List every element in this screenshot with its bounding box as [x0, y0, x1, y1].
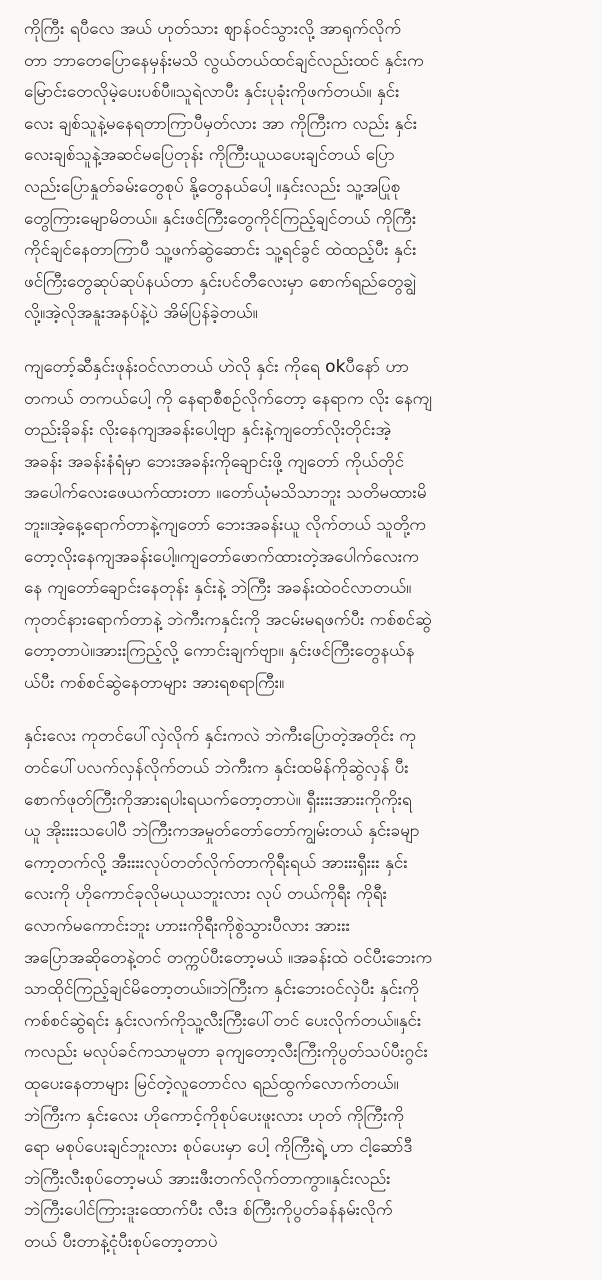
story-paragraph-1: ကိုကြီး ရပီလေ အယ် ဟုတ်သား ဈာန်ဝင်သွားလို့ အာရုက်လိုက် တာ ဘာတေပြောနေမှန်းမသိ လွယ်တယ်ထင်ချင်လည်းထင် နှင်းက မြောင်းတေလိုမဲ့ပေးပစ်ပီ။သူရဲလာပီး နှင်းပုခုံးကိုဖက်တယ်။ နှင်း လေး ချစ်သူနဲ့မနေရတာကြာပီမှတ်လား အာ ကိုကြီးက လည်း နှင်း လေးချစ်သူနဲ့အဆင်မပြေတုန်း ကိုကြီးယူယပေးချင်တယ် ပြော လည်းပြောနှုတ်ခမ်းတွေစုပ် နို့တွေနယ်ပေါ့ ။နှင်းလည်း သူ့အပြုစု တွေကြားမျောမိတယ်။ နှင်းဖင်ကြီးတွေကိုင်ကြည့်ချင်တယ် ကိုကြီး ကိုင်ချင်နေတာကြာပီ သူ့ဖက်ဆွဲဆောင်း သူ့ရင်ခွင် ထဲထည့်ပီး နှင်း ဖင်ကြီးတွေဆုပ်ဆုပ်နယ်တာ နှင်းပင်တီလေးမှာ စောက်ရည်တွေချွဲ လို့။အဲ့လိုအနူးအနပ်နဲ့ပဲ အိမ်ပြန်ခဲ့တယ်။	[24, 19, 424, 324]
story-paragraph-3: နှင်းလေး ကုတင်ပေါ်လှဲလိုက် နှင်းကလဲ ဘဲကီးပြောတဲ့အတိုင်း ကု တင်ပေါ်ပလက်လှန်လိုက်တယ် ဘဲကီးက နှင်းထမိန်ကိုဆွဲလှန် ပီး စောက်ဖုတ်ကြီးကိုအားရပါးရယက်တော့တာပဲ။ ရှီးးးးအားးကိုကိုးရ ယူ အိုးးးးသပေါပီ ဘဲကြီးကအမှုတ်တော်တော်ကျွမ်းတယ် နှင်းခမျာ ကော့တက်လို့ အီးးးးလုပ်တတ်လိုက်တာကိုရီးရယ် အားးးရှီးးး နှင်း လေးကို ဟိုကောင်ခုလိုမယုယဘူးလား လုပ် တယ်ကိုရီး ကိုရီး လောက်မကောင်းဘူး ဟားးကိုရီးကိုစွဲသွားပီလား အားးး အပြောအဆိုတေနဲ့တင် တက္ကပ်ပီးတော့မယ် ။အခန်းထဲ ဝင်ပီးဘေးက သာထိုင်ကြည့်ချင်မိတော့တယ်။ဘဲကြီးက နှင်းဘေးဝင်လှဲပီး နှင်းကို ကစ်စင်ဆွဲရင်း နှင်းလက်ကိုသူ့လီးကြီးပေါ်တင် ပေးလိုက်တယ်။နှင်း ကလည်း မလုပ်ခင်ကသာမူတာ ခုကျတော့လီးကြီးကိုပွတ်သပ်ပီးဂွင်း ထုပေးနေတာများ မြင်တဲ့လူတောင်လ ရည်ထွက်လောက်တယ်။ ဘဲကြီးက နှင်းလေး ဟိုကောင့်ကိုစုပ်ပေးဖူးလား ဟုတ် ကိုကြီးကို ရော မစုပ်ပေးချင်ဘူးလား စုပ်ပေးမှာ ပေါ့ ကိုကြီးရဲ့ ဟာ ငါ့ဆော်ဒီ ဘဲကြီးလီးစုပ်တော့မယ် အားးဖီးတက်လိုက်တာကွာ။နှင်းလည်း ဘဲကြီးပေါင်ကြားဒူးထောက်ပီး လီးဒ စ်ကြီးကိုပွတ်ခန်နမ်းလိုက် တယ် ပီးတာနဲ့ငုံပီးစုပ်တော့တာပဲ	[24, 726, 433, 1252]
story-paragraph-2: ကျတော့်ဆီနှင်းဖုန်းဝင်လာတယ် ဟဲလို နှင်း ကိုရေ okပီနော် ဟာ တကယ် တကယ်ပေါ့ ကို နေရာစီစဉ်လိုက်တော့ နေရာက လိုး နေကျ တည်းခိုခန်း လိုးနေကျအခန်းပေါ့ဗျာ နှင်းနဲ့ကျတော်လိုးတိုင်းအဲ့ အခန်း အခန်းနံရံမှာ ဘေးအခန်းကိုချောင်းဖို့ ကျတော် ကိုယ်တိုင် အပေါက်လေးဖေယက်ထားတာ ။တော်ယုံမသိသာဘူး သတိမထားမိ ဘူး။အဲ့နေ့ရောက်တာနဲ့ကျတော် ဘေးအခန်းယူ လိုက်တယ် သူတို့က တော့လိုးနေကျအခန်းပေါ့။ကျတော်ဖောက်ထားတဲ့အပေါက်လေးက နေ ကျတော်ချောင်းနေတုန်း နှင်းနဲ့ ဘဲကြီး အခန်းထဲဝင်လာတယ်။ ကုတင်နားရောက်တာနဲ့ ဘဲကီးကနှင်းကို အငမ်းမရဖက်ပီး ကစ်စင်ဆွဲ တော့တာပဲ။အားးကြည့်လို့ ကောင်းချက်ဗျာ။ နှင်းဖင်ကြီးတွေနယ်န ယ်ပီး ကစ်စင်ဆွဲနေတာများ အားရစရာကြီး။	[24, 356, 432, 693]
